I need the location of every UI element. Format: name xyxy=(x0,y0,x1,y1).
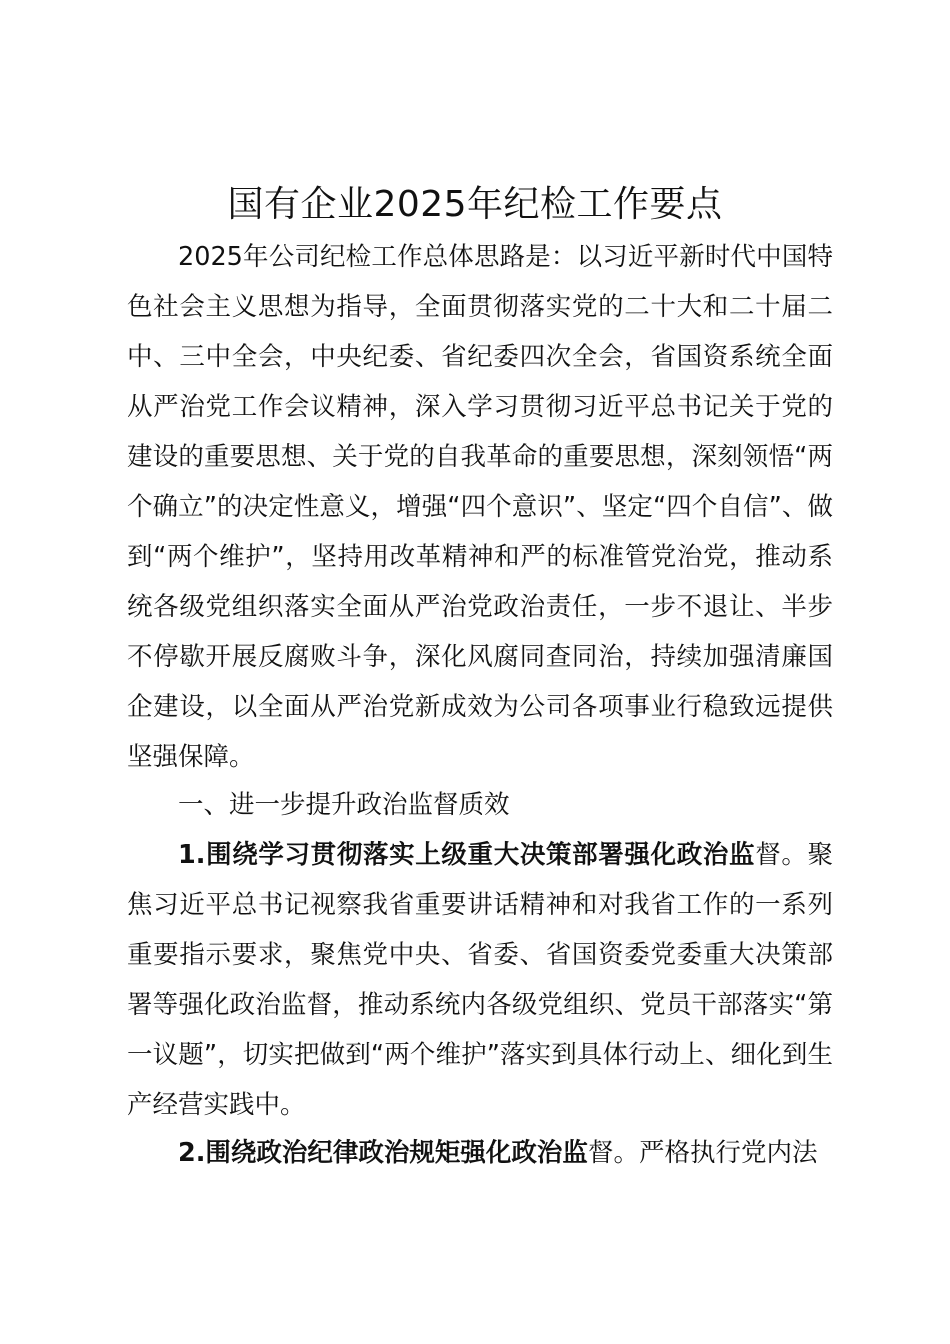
intro-paragraph: 2025年公司纪检工作总体思路是：以习近平新时代中国特色社会主义思想为指导，全面贯彻落实党的二十大和二十届二中、三中全会，中央纪委、省纪委四次全会，省国资系统全面从严治党工作会议精神，深入学习贯彻习近平总书记关于党的建设的重要思想、关于党的自我革命的重要思想，深刻领悟“两个确立”的决定性意义，增强“四个意识”、坚定“四个自信”、做到“两个维护”，坚持用改革精神和严的标准管党治党，推动系统各级党组织落实全面从严治党政治责任，一步不退让、半步不停歇开展反腐败斗争，深化风腐同查同治，持续加强清廉国企建设，以全面从严治党新成效为公司各项事业行稳致远提供坚强保障。 xyxy=(127,242,833,772)
item-2-paragraph xyxy=(127,1128,833,1178)
item-2-bold-lead: 2.围绕政治纪律政治规矩强化政治监 xyxy=(178,1138,588,1168)
item-1-paragraph xyxy=(127,830,833,1130)
item-1-body: 督。聚焦习近平总书记视察我省重要讲话精神和对我省工作的一系列重要指示要求，聚焦党中央、省委、省国资委党委重大决策部署等强化政治监督，推动系统内各级党组织、党员干部落实“第一议题”，切实把做到“两个维护”落实到具体行动上、细化到生产经营实践中。 xyxy=(127,840,833,1120)
item-2-body: 督。严格执行党内法 xyxy=(587,1138,818,1168)
item-1-bold-lead: 1.围绕学习贯彻落实上级重大决策部署强化政治监 xyxy=(178,840,756,870)
section-heading-1: 一、进一步提升政治监督质效 xyxy=(178,790,510,820)
document-title: 国有企业2025年纪检工作要点 xyxy=(227,184,723,225)
